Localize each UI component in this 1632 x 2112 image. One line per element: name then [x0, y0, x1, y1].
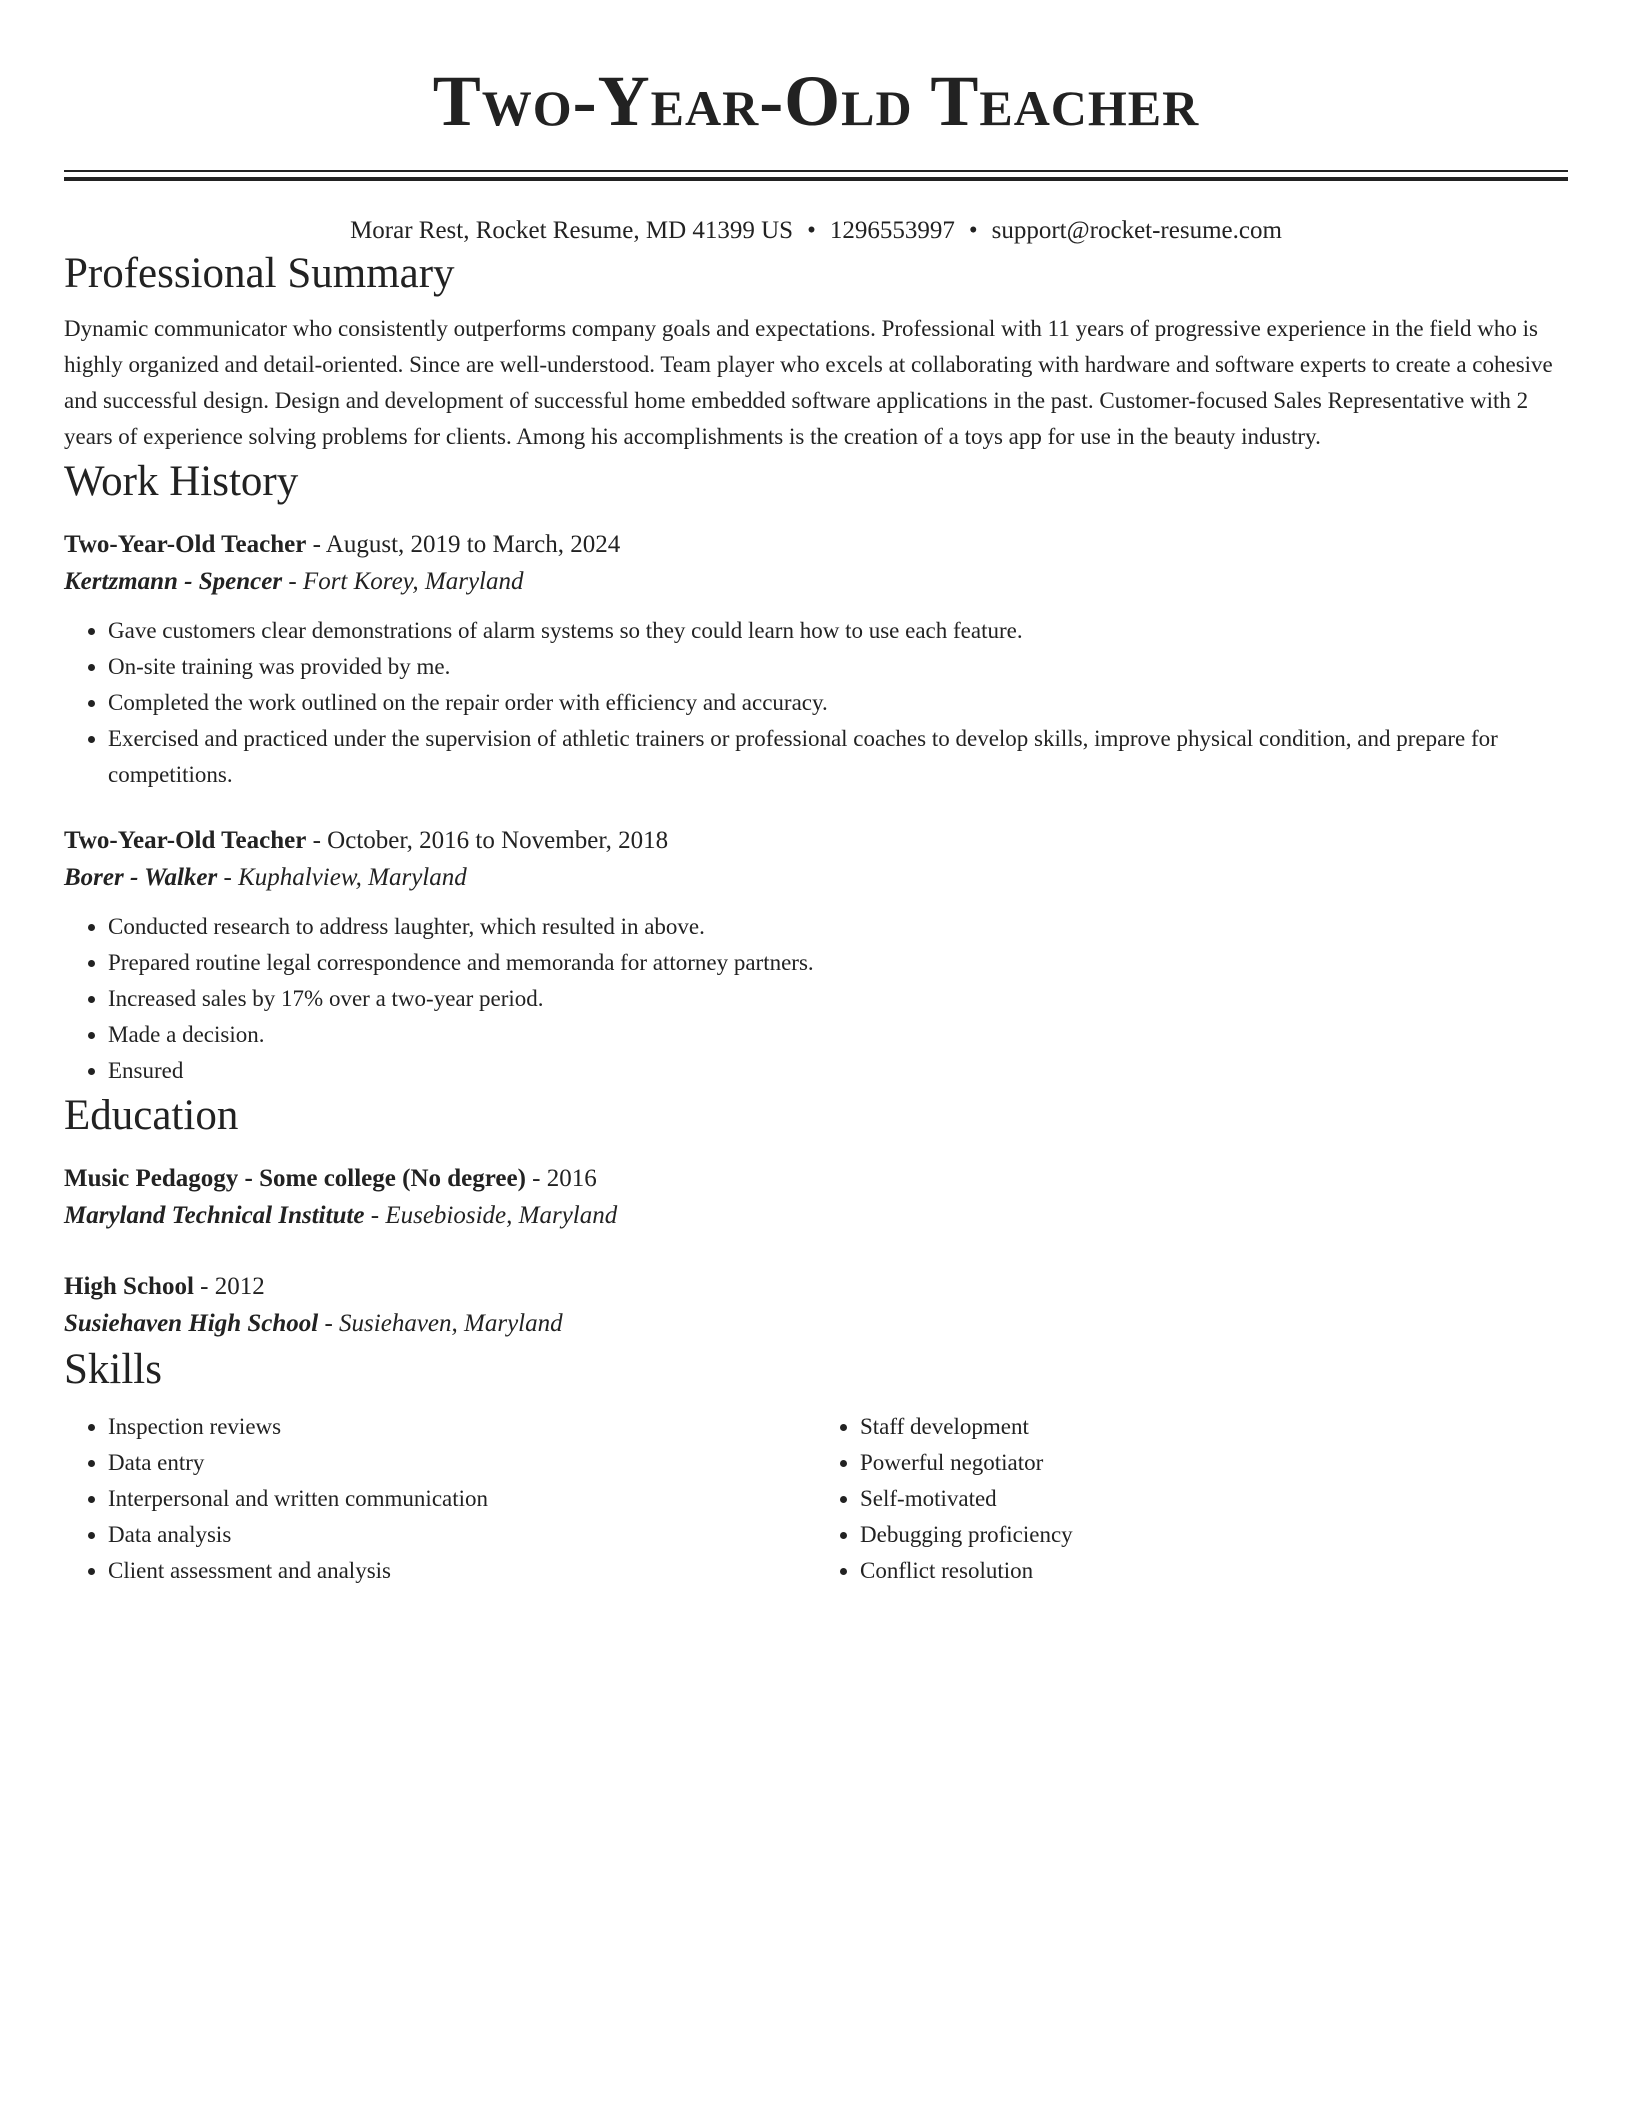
skill-item: • Data entry [108, 1445, 816, 1481]
contact-address: Morar Rest, Rocket Resume, MD 41399 US [350, 217, 794, 244]
job-duty: • Gave customers clear demonstrations of alarm systems so they could learn how to use each feature. [108, 613, 1568, 649]
job-duty: • Ensured [108, 1053, 1568, 1089]
job-heading [64, 527, 1568, 563]
education-heading [64, 1161, 1568, 1197]
section-title-skills: Skills [64, 1346, 162, 1393]
job-employer [64, 859, 1568, 897]
education-entry [64, 1161, 1568, 1235]
contact-email: support@rocket-resume.com [991, 217, 1282, 244]
job-company: Borer - Walker [64, 864, 218, 891]
education-degree: Music Pedagogy - Some college (No degree) [64, 1165, 526, 1192]
skills-columns [64, 1409, 1568, 1589]
education-degree: High School [64, 1273, 194, 1300]
job-title: Two-Year-Old Teacher [64, 827, 307, 854]
skill-item: • Client assessment and analysis [108, 1553, 816, 1589]
skill-item: • Debugging proficiency [860, 1517, 1568, 1553]
job-dates: - October, 2016 to November, 2018 [306, 827, 669, 854]
education-location: - Eusebioside, Maryland [364, 1202, 618, 1229]
job-company: Kertzmann - Spencer [64, 568, 283, 595]
skill-item: • Data analysis [108, 1517, 816, 1553]
job-duty: • Completed the work outlined on the repair order with efficiency and accuracy. [108, 685, 1568, 721]
contact-phone: 1296553997 [829, 217, 955, 244]
section-title-summary: Professional Summary [64, 250, 455, 297]
skills-list-right [816, 1409, 1568, 1589]
job-duty: • Exercised and practiced under the supervision of athletic trainers or professional coaches to develop skills, improve physical condition, and prepare for competitions. [108, 721, 1568, 793]
job-title: Two-Year-Old Teacher [64, 531, 307, 558]
education-location: - Susiehaven, Maryland [318, 1310, 563, 1337]
section-title-education: Education [64, 1092, 239, 1139]
job-duty: • On-site training was provided by me. [108, 649, 1568, 685]
skill-item: • Inspection reviews [108, 1409, 816, 1445]
contact-separator: • [968, 217, 978, 244]
education-year: - 2016 [525, 1165, 597, 1192]
education-entry [64, 1269, 1568, 1343]
contact-separator: • [807, 217, 816, 244]
job-entry [64, 527, 1568, 793]
skill-item: • Interpersonal and written communication [108, 1481, 816, 1517]
job-dates: - August, 2019 to March, 2024 [306, 531, 621, 558]
summary-text: Dynamic communicator who consistently outperforms company goals and expectations. Professional with 11 years of progressive experience in the field who is highly organized and detail-oriented. Since are well-understood. Team player who excels at collaborating with hardware and software experts to create a cohesive and successful design. Design and development of successful home embedded software applications in the past. Customer-focused Sales Representative with 2 years of experience solving problems for clients. Among his accomplishments is the creation of a toys app for use in the beauty industry. [64, 316, 1553, 449]
job-location: - Kuphalview, Maryland [217, 864, 467, 891]
job-entry [64, 823, 1568, 1089]
job-duty: • Conducted research to address laughter, which resulted in above. [108, 909, 1568, 945]
skills-list-left [64, 1409, 816, 1589]
education-school: Maryland Technical Institute [64, 1202, 365, 1229]
job-heading [64, 823, 1568, 859]
education-school: Susiehaven High School [64, 1310, 319, 1337]
contact-line [64, 215, 1568, 247]
header-divider [64, 170, 1568, 181]
candidate-name: Two-Year-Old Teacher [432, 61, 1200, 141]
job-duties [64, 613, 1568, 793]
education-year: - 2012 [193, 1273, 265, 1300]
section-title-work-history: Work History [64, 458, 299, 505]
job-location: - Fort Korey, Maryland [282, 568, 524, 595]
job-duty: • Increased sales by 17% over a two-year period. [108, 981, 1568, 1017]
job-duties [64, 909, 1568, 1089]
skill-item: • Self-motivated [860, 1481, 1568, 1517]
education-institution [64, 1305, 1568, 1343]
job-duty: • Made a decision. [108, 1017, 1568, 1053]
education-heading [64, 1269, 1568, 1305]
skill-item: • Staff development [860, 1409, 1568, 1445]
education-institution [64, 1197, 1568, 1235]
skill-item: • Conflict resolution [860, 1553, 1568, 1589]
skill-item: • Powerful negotiator [860, 1445, 1568, 1481]
job-employer [64, 563, 1568, 601]
job-duty: • Prepared routine legal correspondence and memoranda for attorney partners. [108, 945, 1568, 981]
